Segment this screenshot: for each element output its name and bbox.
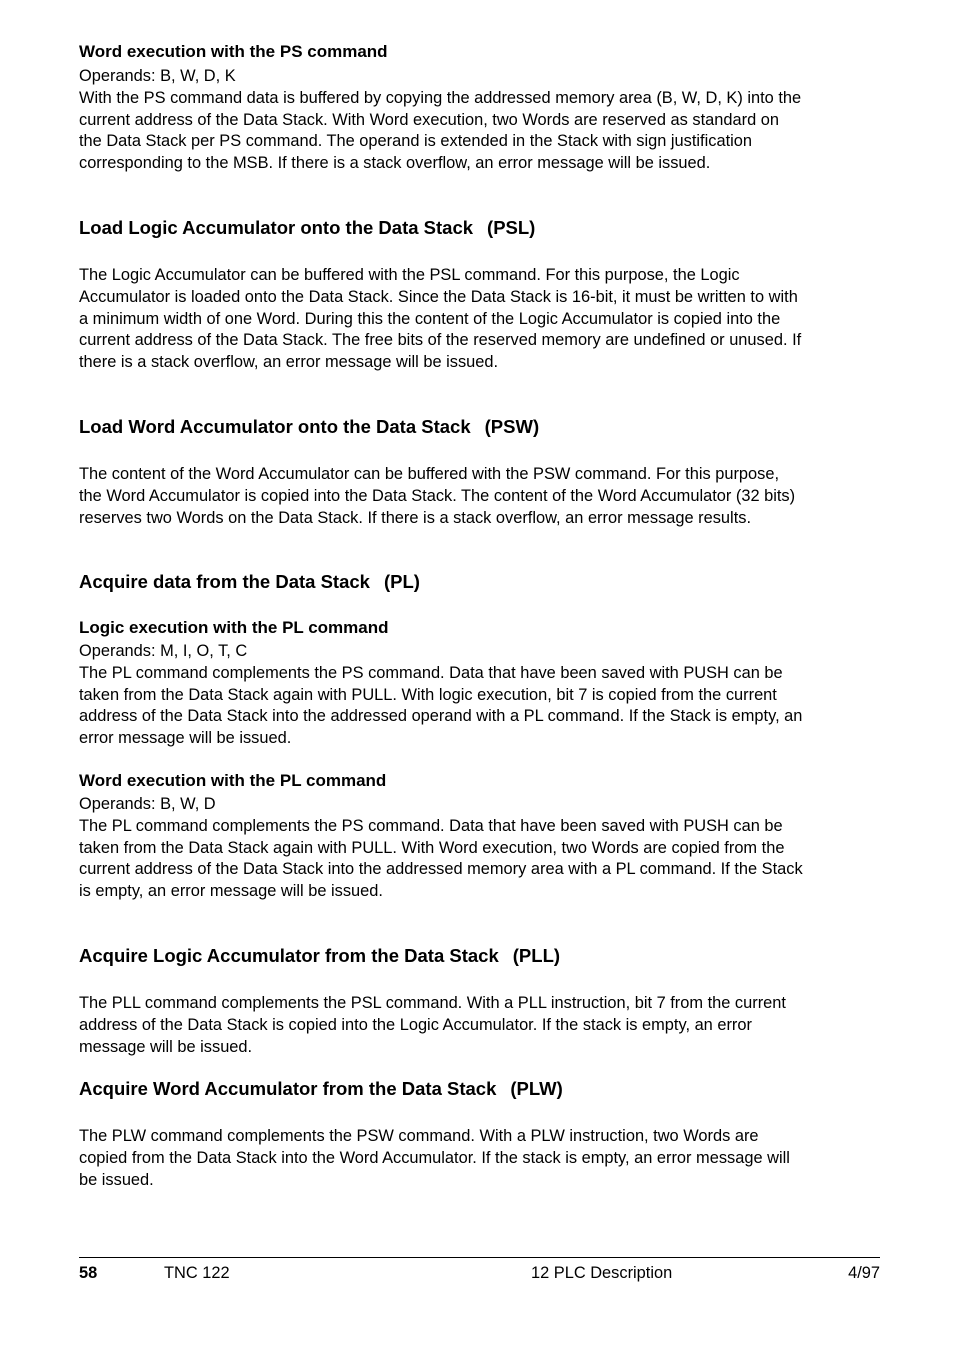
text-line: Operands: B, W, D, K xyxy=(79,67,236,85)
text-line: corresponding to the MSB. If there is a stack overflow, an error message will be issued. xyxy=(79,154,711,173)
text-line: there is a stack overflow, an error message will be issued. xyxy=(79,353,499,372)
page-number: 58 xyxy=(79,1264,98,1282)
paragraph-pll xyxy=(79,993,880,1058)
footer-chapter: 12 PLC Description xyxy=(531,1264,673,1282)
text-line: the Word Accumulator is copied into the Data Stack. The content of the Word Accumulator (32 bits) xyxy=(79,486,796,505)
text-line: current address of the Data Stack. With Word execution, two Words are reserved as standard on xyxy=(79,110,779,129)
text-line: be issued. xyxy=(79,1170,154,1189)
heading-code: (PL) xyxy=(383,571,420,592)
text-line: Operands: B, W, D xyxy=(79,795,216,813)
heading-code: (PSL) xyxy=(487,217,536,238)
heading-title: Load Logic Accumulator onto the Data Stack xyxy=(79,217,474,238)
subheading-pl-word: Word execution with the PL command xyxy=(79,771,387,790)
text-line: the Data Stack per PS command. The operand is extended in the Stack with sign justification xyxy=(79,132,752,151)
text-line: address of the Data Stack into the addressed operand with a PL command. If the Stack is empty, an xyxy=(79,707,803,726)
text-line: copied from the Data Stack into the Word Accumulator. If the stack is empty, an error message will xyxy=(79,1148,790,1167)
text-line: message will be issued. xyxy=(79,1037,253,1056)
text-line: With the PS command data is buffered by copying the addressed memory area (B, W, D, K) into the xyxy=(79,88,802,107)
heading-code: (PLW) xyxy=(510,1078,563,1099)
heading-title: Acquire Logic Accumulator from the Data Stack xyxy=(79,945,499,966)
heading-title: Load Word Accumulator onto the Data Stack xyxy=(79,416,471,437)
text-line: current address of the Data Stack. The free bits of the reserved memory are undefined or unused. If xyxy=(79,331,802,350)
text-line: The content of the Word Accumulator can be buffered with the PSW command. For this purpose, xyxy=(79,465,779,483)
text-line: current address of the Data Stack into the addressed memory area with a PL command. If the Stack xyxy=(79,860,803,879)
footer-date: 4/97 xyxy=(848,1264,880,1282)
text-line: a minimum width of one Word. During this the content of the Logic Accumulator is copied into the xyxy=(79,309,781,328)
paragraph-ps-word xyxy=(79,66,880,175)
paragraph-psl xyxy=(79,265,880,374)
text-line: taken from the Data Stack again with PULL. With Word execution, two Words are copied from the xyxy=(79,838,785,857)
paragraph-psw xyxy=(79,464,880,529)
heading-title: Acquire Word Accumulator from the Data Stack xyxy=(79,1078,497,1099)
text-line: Accumulator is loaded onto the Data Stack. Since the Data Stack is 16-bit, it must be written to with xyxy=(79,287,798,306)
heading-code: (PSW) xyxy=(484,416,540,437)
heading-title: Acquire data from the Data Stack xyxy=(79,571,370,592)
text-line: Operands: M, I, O, T, C xyxy=(79,642,248,660)
text-line: The PL command complements the PS command. Data that have been saved with PUSH can be xyxy=(79,663,783,682)
heading-pl xyxy=(79,570,880,594)
text-line: The PL command complements the PS command. Data that have been saved with PUSH can be xyxy=(79,816,783,835)
text-line: taken from the Data Stack again with PULL. With logic execution, bit 7 is copied from the current xyxy=(79,685,777,704)
subheading-pl-logic: Logic execution with the PL command xyxy=(79,618,389,637)
paragraph-pl-logic xyxy=(79,641,880,750)
heading-pll xyxy=(79,944,880,968)
paragraph-plw xyxy=(79,1126,880,1191)
text-line: The Logic Accumulator can be buffered with the PSL command. For this purpose, the Logic xyxy=(79,266,740,284)
heading-psl xyxy=(79,216,880,240)
heading-code: (PLL) xyxy=(512,945,561,966)
heading-psw xyxy=(79,415,880,439)
footer-product: TNC 122 xyxy=(164,1264,230,1282)
paragraph-pl-word xyxy=(79,794,880,903)
heading-plw xyxy=(79,1077,880,1101)
text-line: is empty, an error message will be issued. xyxy=(79,882,383,901)
footer-divider xyxy=(79,1257,880,1258)
text-line: The PLL command complements the PSL command. With a PLL instruction, bit 7 from the current xyxy=(79,994,786,1012)
text-line: The PLW command complements the PSW command. With a PLW instruction, two Words are xyxy=(79,1127,759,1145)
text-line: address of the Data Stack is copied into the Logic Accumulator. If the stack is empty, an error xyxy=(79,1015,752,1034)
text-line: reserves two Words on the Data Stack. If there is a stack overflow, an error message results. xyxy=(79,508,751,527)
subheading-ps-word: Word execution with the PS command xyxy=(79,42,388,61)
text-line: error message will be issued. xyxy=(79,729,292,748)
